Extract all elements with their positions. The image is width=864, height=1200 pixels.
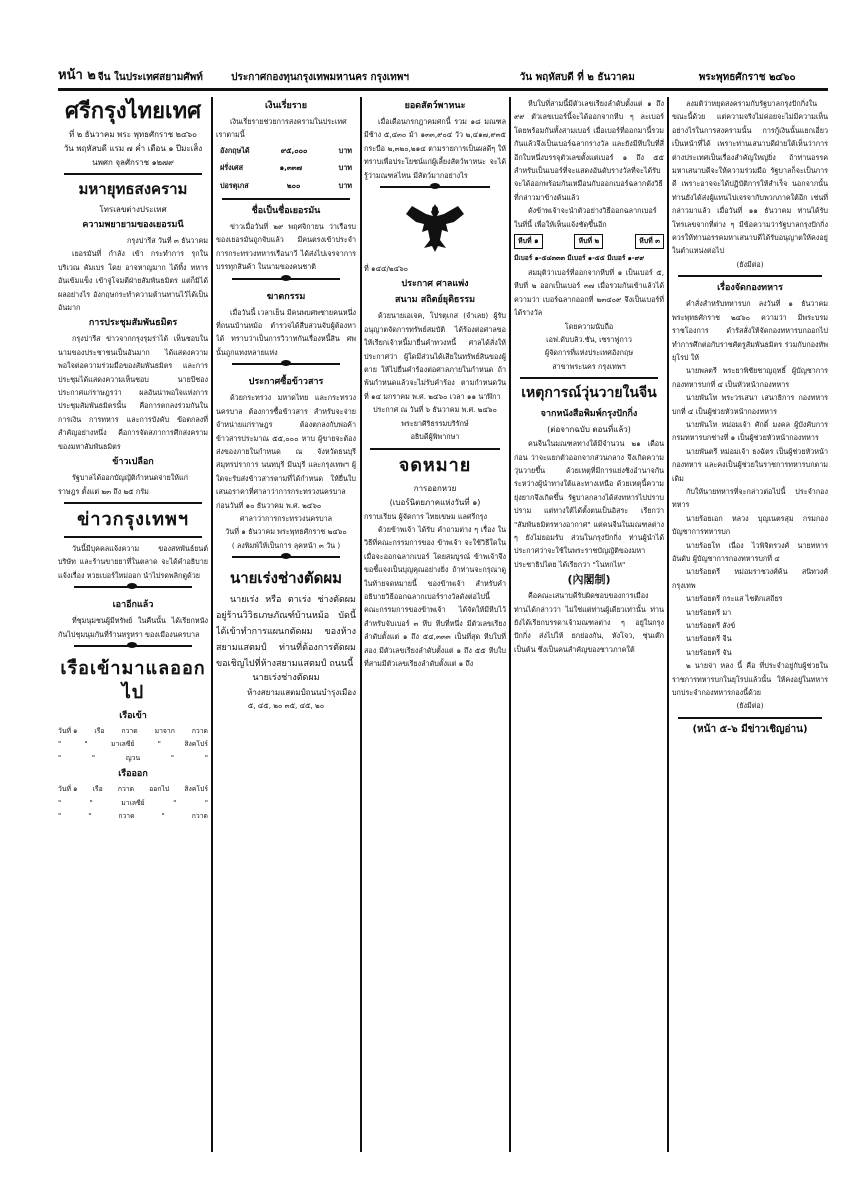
rice-heading: ข้าวเปลือก <box>112 457 154 468</box>
wed-heading: เอาอีกแล้ว <box>112 600 154 611</box>
issue-date: วัน พฤหัสบดี ที่ ๒ ธันวาคม <box>519 72 635 83</box>
divider <box>678 275 822 277</box>
example-text-2: สมมุติว่าเบอร์ที่ออกจากหีบที่ ๑ เป็นเบอร์ ๕, หีบที่ ๒ ออกเป็นเบอร์ ๓๗ เมื่อรวมกันเข้าแล้วได้ความว่า เบอร์ฉลากออกที่ ๒๓๔๐๙ จึงเป็นเบอร์ที่ได้รางวัล <box>514 267 664 318</box>
ship-row: วันที่ ๑ เรือ กวาด มาจาก กวาด <box>58 726 208 735</box>
murder-text: เมื่อวันนี้ เวลาเย็น มีคนพบศพชายคนหนึ่ง ที่ถนนบ้านหม้อ ตำรวจได้สืบสวนจับผู้ต้องหาได้ ทราบว่าเป็นการวิวาทกันเรื่องหนี้สิน ศพนั้นถูกแทงหลายแห่ง <box>216 307 356 357</box>
divider <box>222 198 350 200</box>
donation-row: อังกฤษได้ ๙๕,๐๐๐ บาท <box>220 145 352 155</box>
ships-in-heading: เรือเข้า <box>119 710 147 721</box>
issue-info-line: นพศก จุลศักราช ๑๒๗๙ <box>92 158 174 167</box>
issue-year: พระพุทธศักราช ๒๔๖๐ <box>698 72 796 83</box>
column-1 <box>58 97 208 1157</box>
city-label: กรุงเทพฯ <box>370 72 409 83</box>
lottery-boxes <box>514 234 664 249</box>
meeting-text: กรุงปารีส ข่าวจากกรุงรุมร่าได้ เห็นชอบในนามของประชาชนเป็นอันมาก ได้แสดงความพอใจต่อความร่วมมือของสัมพันธมิตร และการประชุมได้แสดงความเห็นชอบ นายบีชอง ประกาศแก่ราษฎรว่า ผลอันน่าพอใจแห่งการประชุมสัมพันธมิตรนั้น คือการตกลงร่วมกันในการเงิน การทหาร และการบังคับ ข้อตกลงที่สำคัญอย่างหนึ่ง คือการจัดสภาการศึกสงครามของมหาสัมพันธมิตร <box>58 334 208 451</box>
ship-row: " " กวาด " กวาด <box>58 811 208 820</box>
war-subheading: โทรเลขต่างประเทศ <box>99 205 167 214</box>
china-headline: เหตุการณ์วุ่นวายในจีน <box>521 385 657 402</box>
barber-phone: ๕, ๔๕, ๒๐ ๓๕, ๔๕, ๒๐ <box>247 700 325 710</box>
ship-row: วันที่ ๑ เรือ กวาด ออกไป สิงคโปร์ <box>58 785 208 794</box>
vehicle-heading: ยอดสัตว์พาหนะ <box>404 101 466 111</box>
divider <box>370 448 500 450</box>
vehicle-text: เมื่อเดือนกรกฎาคมศกนี้ รวม ๑๘ มณฑล มีช้าง ๕,๔๓๐ ม้า ๑๓๓,๙๐๔ วัว ๒,๔๑๗,๙๓๕ กระบือ ๒,๓๒๐,๒๑๔ ตามรายการเป็นผลดีๆ ให้ทราบเพื่อประโยชน์แก่ผู้เลี้ยงสัตว์พาหนะ จะได้รู้ว่ามณฑลไหน มีสัตว์มากอย่างไร <box>364 117 506 180</box>
divider <box>64 502 202 504</box>
barber-text: นายเร่ง หรือ ตาเร่ง ช่างตัดผม อยู่ร้านวิวิธเภษภัณฑ์บ้านหม้อ บัดนี้ได้เข้าทำการแผนกตัดผม ของห้างสยามแสตมป์ ท่านที่ต้องการตัดผม ขอเชิญไปที่ห้างสยามแสตมป์ ถนนนี้ <box>216 595 356 670</box>
order-text-2: ๒ นายจ่า หลง นี้ คือ ที่ประจำอยู่กับผู้ช่วยในราชการทหารบกในยุโรปแล้วนั้น ให้คงอยู่ในทหารบกประจำกองทหารกองนี้ด้วย <box>672 661 828 698</box>
ship-row: " " มาเลซีย์ " " <box>58 798 208 807</box>
china-subheading: จากหนังสือพิมพ์กรุงปักกิ่ง <box>540 409 638 420</box>
china-text: คนจีนในมณฑลทางใต้มีจำนวน ๒๑ เดือนก่อน ว่าจะแยกตัวออกจากส่วนกลาง จึงเกิดความวุ่นวายขึ้น ด้วยเหตุที่มีการแย่งชิงอำนาจกันระหว่างผู้นำทางใต้และทางเหนือ ด้วยเหตุนี้ความยุ่งยากจึงเกิดขึ้น รัฐบาลกลางได้ส่งทหารไปปราบปราม แต่ทางใต้ได้ตั้งตนเป็นอิสระ เรียกว่า "สัมพันธมิตรทางอากาศ" แต่คนจีนในมณฑลต่าง ๆ ยังไม่ยอมรับ ส่วนในกรุงปักกิ่ง ท่านผู้นำได้ประกาศว่าจะใช้ในพระราชบัญญัติของมหาประชาธิปไตย ได้เรียกว่า "โนหกไห" <box>514 439 664 569</box>
publisher-line: ประกาศกองทุนกรุงเทพมหานคร <box>231 72 368 83</box>
rice-purchase-heading: ประกาศซื้อข้าวสาร <box>248 377 324 388</box>
china-continued-text: ลงมติว่าหยุดสงครามกับรัฐบาลกรุงปักกิ่งในขณะนี้ด้วย แต่ความจริงไม่ค่อยจะไม่มีความเห็นอย่างไรในการสงครามนั้น การกู้เงินนั้นแยกเอี่ยวเป็นหน้าที่ได้ เพราะท่านเสนาบดีฝ่ายใต้เห็นว่าการต่างประเทศเป็นเรื่องสำคัญใหญ่ยิ่ง ถ้าท่านอรรคมหาเสนาบดีจะให้ความร่วมมือ รัฐบาลก็จะเป็นการดี เพราะอาจจะได้ปฏิบัติการให้สำเร็จ นอกจากนั้นท่านยังได้ส่งผู้แทนไปเจรจากับพวกภาคใต้อีก เช่นที่กล่าวมาแล้ว เมื่อวันที่ ๑๑ ธันวาคม ท่านได้รับโทรเลขจากที่ต่าง ๆ มีข้อความว่ารัฐบาลกรุงปักกิ่งควรให้ท่านอรรคมหาเสนาบดีได้รับอนุญาตให้คงอยู่ในตำแหน่งต่อไป <box>672 99 828 256</box>
donations-heading: เงินเรี่ยราย <box>265 101 307 111</box>
officer-entry: นายพันโท หม่อมเจ้า ศักดิ์ มงคล ผู้บังคับการกรมทหารบกช่างที่ ๑ เป็นผู้ช่วยหัวหน้ากองทหาร <box>672 419 828 443</box>
ship-row: " " มาเลซีย์ " สิงคโปร์ <box>58 740 208 749</box>
officer-entry: นายร้อยตรี สังข์ <box>686 621 736 631</box>
officer-entry: นายพันตรี หม่อมเจ้า ธงฉัตร เป็นผู้ช่วยหัวหน้ากองทหาร และคงเป็นผู้ช่วยในราชการทหารบกตามเดิม <box>672 446 828 483</box>
column-5 <box>672 97 828 1157</box>
divider <box>520 377 658 379</box>
column-divider <box>360 97 362 1152</box>
to-be-continued: (ยังมีต่อ) <box>736 701 764 711</box>
war-article-text: เยอรมันที่ กำลัง เข้า กระทำการ รุกในบริเวณ คัมเบร โดย อาจหาญมาก ได้ทิ้ง ทหาร อันเข้มแข็ง เข้าจู่โจมตีฝ่ายสัมพันธมิตร แต่ก็มิได้ผลอย่างไร อังกฤษกระทำความต้านทานไว้ได้เป็นอันมาก <box>58 249 208 313</box>
rice-text: รัฐบาลได้ออกบัญญัติกำหนดจ่ายให้แก่ราษฎร ตั้งแต่ ๒๓ ถึง ๒๕ กรัม <box>58 473 188 496</box>
officer-entry: นายพลตรี พระยาพิชัยชาญฤทธิ์ ผู้บัญชาการกองทหารบกที่ ๔ เป็นหัวหน้ากองทหาร <box>672 366 828 389</box>
rice-purchase-date: วันที่ ๑ ธันวาคม พระพุทธศักราช ๒๔๖๐ <box>225 527 347 537</box>
example-text: ดังข้าพเจ้าจะนำตัวอย่างวิธีออกฉลากเบอร์ในที่นี้ เพื่อให้เห็นแจ้งชัดขึ้นอีก <box>514 206 657 229</box>
barber-signature: นายเร่งช่างตัดผม <box>252 673 320 684</box>
rice-purchase-note: ( ลงพิมพ์ให้เป็นการ ลุคหน้า ๓ วัน ) <box>231 540 341 550</box>
box-numbers: มีเบอร์ ๑-๕๔๓๓๓ มีเบอร์ ๑-๕๕ มีเบอร์ ๑-๙๙ <box>514 254 645 263</box>
lottery-text: หีบใบที่สามนี้มีตัวเลขเรียงลำดับตั้งแต่ ๑ ถึง ๙๙ ตัวเลขเบอร์นี้จะได้ออกจากหีบ ๆ ละเบอร์ โดยพร้อมกันทั้งสามเบอร์ เมื่อเบอร์ที่ออกมานี้รวมกันแล้วจึงเป็นเบอร์ฉลากรางวัล และยังมีหีบใบที่สี่อีกใบหนึ่งบรรจุตัวเลขตั้งแต่เบอร์ ๑ ถึง ๕๕ สำหรับเป็นเบอร์ที่จะแสดงอันดับรางวัลที่จะได้รับ จะได้ออกพร้อมกันเหมือนกับออกเบอร์ฉลากดังวิธีที่กล่าวมาข้างต้นแล้ว <box>514 99 664 202</box>
garuda-emblem-icon <box>400 200 470 256</box>
notice-subheading: สนาม สถิตย์ยุติธรรม <box>394 295 476 306</box>
letter-subheading: การออกหวย <box>413 483 457 493</box>
donation-row: ฝรั่งเศส ๑,๓๓๗ บาท <box>220 163 352 173</box>
ships-out-heading: เรือออก <box>118 769 148 780</box>
barber-shop: ห้างสยามแสตมป์ถนนบำรุงเมือง <box>247 687 356 697</box>
issue-info-line: วัน พฤหัสบดี แรม ๗ ค่ำ เดือน ๑ ปีมะเส็ง <box>63 144 203 153</box>
letter-text: ด้วยข้าพเจ้า ได้รับ คำถามต่าง ๆ เรื่อง ในวิธีที่คณะกรรมการของ ข้าพเจ้า จะใช้วิธีใดในเมื่อจะออกฉลากเบอร์ โดยสมบูรณ์ ข้าพเจ้าจึงขอชี้แจงเป็นบุญคุณอย่างยิ่ง ถ้าท่านจะกรุณาดูในท้ายจดหมายนี้ ของข้าพเจ้า สำหรับคำอธิบายวิธีออกฉลากเบอร์รางวัลดังต่อไปนี้ คณะกรรมการของข้าพเจ้า ได้จัดให้มีหีบไว้สำหรับจับเบอร์ ๓ หีบ หีบที่หนึ่ง มีตัวเลขเรียงลำดับตั้งแต่ ๑ ถึง ๕๔,๓๓๓ เป็นที่สุด หีบใบที่สอง มีตัวเลขเรียงลำดับตั้งแต่ ๑ ถึง ๕๕ หีบใบที่สามมีตัวเลขเรียงลำดับตั้งแต่ ๑ ถึง <box>364 524 506 668</box>
meeting-heading: การประชุมสัมพันธมิตร <box>88 318 178 329</box>
letter-sign-by: โดยความนับถือ <box>564 321 614 331</box>
notice-number: ที่ ๑๔๔/๒๔๖๐ <box>364 264 409 274</box>
notice-heading: ประกาศ ศาลแพ่ง <box>401 279 469 290</box>
war-dateline: กรุงปารีส วันที่ ๓ ธันวาคม <box>127 236 208 245</box>
column-2 <box>216 97 356 1157</box>
china-chinese-term: (內閣制) <box>567 573 611 587</box>
masthead-rule <box>58 88 828 91</box>
bangkok-news-text: วันนี้มีบุคคลแจ้งความ ของสหพันธ์ยนต์ บริษัท และร้านขายยาที่ในตลาด จะได้คำอธิบายแจ้งเรื่อง หวยเบอร์ใหม่ออก นำไปรดพลิกดูด้วย <box>58 543 208 580</box>
spy-text: ข่าวเมื่อวันที่ ๒๙ พฤศจิกายน ว่าเรือรบของเยอรมันถูกจับแล้ว มีคนตรงเข้าประจำการกระทรวงทหารเรือนาวี ได้ส่งไปเจรจาการบรรทุกสินค้า ในนามของคนชาติ <box>216 222 356 272</box>
officer-entry: นายร้อยโท เนื่อง ไวพิจิตรวงศ์ นายทหารอันดับ ผู้บัญชาการกองทหารบกที่ ๔ <box>672 540 828 563</box>
ornament-divider <box>74 645 192 653</box>
letter-subheading-2: (เบอร์นิตยภาคแห่งวันที่ ๑) <box>389 497 481 507</box>
ornament-divider <box>232 556 340 564</box>
column-3 <box>364 97 506 1157</box>
footer-note: (หน้า ๕-๖ มีข่าวเชิญอ่าน) <box>692 723 808 735</box>
officer-entry: นายร้อยตรี กระแส ไชติกเสถียร <box>686 594 783 604</box>
lottery-box-2: หีบที่ ๒ <box>574 234 603 249</box>
lottery-box-3: หีบที่ ๓ <box>635 234 664 249</box>
donation-row: ปอรตุเกส ๒๐๐ บาท <box>220 180 352 190</box>
spy-heading: ชื่อเป็นชื่อเยอรมัน <box>251 206 321 217</box>
column-divider <box>667 97 669 1152</box>
barber-heading: นายเร่งช่างตัดผม <box>229 569 343 588</box>
notice-sign-date: ประกาศ ณ วันที่ ๖ ธันวาคม พ.ศ. ๒๔๖๐ <box>373 405 497 415</box>
ornament-divider <box>380 186 490 194</box>
officer-entry: นายร้อยตรี หม่อมราชวงศ์ค้น สนิทวงศ์ กรุงเทพ <box>672 567 828 590</box>
rice-purchase-signature: ศาลาว่าการกระทรวงนครบาล <box>239 513 333 523</box>
order-text: กับให้นายทหารที่จะกล่าวต่อไปนี้ ประจำกองทหาร <box>672 486 828 510</box>
officer-entry: นายร้อยตรี จัน <box>686 647 732 657</box>
ornament-divider <box>232 363 340 371</box>
issue-info-line: ที่ ๒ ธันวาคม พระ พุทธศักราช ๒๔๖๐ <box>69 130 197 139</box>
letter-sign-org: ผู้จัดการที่แห่งประเทศอังกฤษ <box>544 348 634 358</box>
donations-intro: เงินเรี่ยรายช่วยการสงครามในประเทศเราตามนี้ <box>216 117 347 140</box>
column-divider <box>509 97 511 1152</box>
ship-row: " " ญวน " " <box>58 753 208 762</box>
ornament-divider <box>232 278 340 286</box>
to-be-continued: (ยังมีต่อ) <box>736 259 764 269</box>
letter-heading: จดหมาย <box>398 454 472 476</box>
rice-purchase-text: ด้วยกระทรวง มหาดไทย และกระทรวงนครบาล ต้องการซื้อข้าวสาร สำหรับจะจ่ายจำหน่ายแก่ราษฎร ต้องตกลงกับพ่อค้า ข้าวสารประมาณ ๕๕,๐๐๐ หาบ ผู้ขายจะต้องส่งของภายในกำหนด ณ จังหวัดธนบุรี สมุทรปราการ นนทบุรี มีนบุรี และกรุงเทพฯ ผู้ใดจะรับส่งข้าวสารตามที่ได้กำหนด ให้ยื่นใบเสนอราคาที่ศาลาว่าการกระทรวงนครบาล ก่อนวันที่ ๑๐ ธันวาคม พ.ศ. ๒๔๖๐ <box>216 393 356 510</box>
letter-sign-name: เอฟ.ดับบลิว.ซัน, เซราฟูกาว <box>546 334 632 344</box>
notice-judge: อธิบดีผู้พิพากษา <box>410 432 460 442</box>
column-4 <box>514 97 664 1157</box>
china-text-2: คือคณะเสนาบดีรับผิดชอบของการเมือง ท่านได้กล่าวว่า ไม่ใช่แต่ท่านผู้เดียวเท่านั้น ท่านยังได้เรียกบรรดาเจ้ามณฑลต่าง ๆ อยู่ในกรุงปักกิ่ง ส่งไปให้ ยกย่องกัน, หังโจว, ซุ่นเต๊ก เป็นต้น ซึ่งเป็นคนสำคัญของชาวภาคใต้ <box>514 591 664 654</box>
notice-text: ด้วยนายเอเจค, โปรตุเกส (จำเลย) ผู้รับอนุญาตจัดการทรัพย์สมบัติ ได้ร้องต่อศาลขอให้เรียกเจ้าหนี้มายื่นคำทวงหนี้ ศาลได้สั่งให้ประกาศว่า ผู้ใดมีส่วนได้เสียในทรัพย์สินของผู้ตาย ให้ไปยื่นคำร้องต่อศาลภายในกำหนด ถ้าพ้นกำหนดแล้วจะไม่รับคำร้อง ตามกำหนดวันที่ ๑๔ มกราคม พ.ศ. ๒๔๖๐ เวลา ๑๑ นาฬิกา <box>364 311 506 401</box>
wed-text: ที่ชุมนุมชนผู้มีทรัพย์ ในคืนนั้น ได้เรียกหนังกันไปชุมนุมกันที่ร้านหรูหรา ของเมืองนครบาล <box>58 616 208 639</box>
masthead-bar <box>58 55 828 85</box>
officer-entry: นายร้อยตรี มา <box>686 607 732 617</box>
murder-heading: ฆาตกรรม <box>266 291 306 302</box>
column-divider <box>211 97 213 1152</box>
letter-sign-addr: สาขาพระนคร กรุงเทพฯ <box>552 361 626 371</box>
divider <box>64 173 202 175</box>
military-heading: เรื่องจัดกองทหาร <box>717 283 783 294</box>
officer-entry: นายพันโท พระวรเสนา เสนาธิการ กองทหารบกที่ ๔ เป็นผู้ช่วยหัวหน้ากองทหาร <box>672 393 828 416</box>
china-subheading-2: (ต่อจากฉบับ ตอนที่แล้ว) <box>547 425 631 435</box>
divider <box>678 717 822 719</box>
lottery-box-1: หีบที่ ๑ <box>514 234 543 249</box>
newspaper-logo: ศรีกรุงไทยเทศ <box>64 99 202 124</box>
ships-heading: เรือเข้ามาแลออกไป <box>60 657 206 703</box>
notice-court: พระยาศิริธรรมบริรักษ์ <box>401 418 469 428</box>
ornament-divider <box>74 586 192 594</box>
bangkok-news-heading: ข่าวกรุงเทพฯ <box>77 508 189 530</box>
war-headline: มหายุทธสงคราม <box>78 180 188 198</box>
war-article-heading: ความพยายามของเยอรมนี <box>82 220 184 230</box>
letter-salutation: กราบเรียน ผู้จัดการ ไทยเขษม แลศรีกรุง <box>364 511 488 521</box>
newspaper-page <box>58 55 828 1160</box>
officer-entry: นายร้อยตรี จีน <box>686 634 732 644</box>
section-note: จีน ในประเทศสยามศัพท์ <box>97 72 203 83</box>
officer-entry: นายร้อยเอก หลวง บุญเนตรสุม กรมกองบัญชาการทหารบก <box>672 513 828 537</box>
divider <box>64 536 202 538</box>
page-label: หน้า ๒ <box>58 68 96 83</box>
military-text: คำสั่งสำหรับทหารบก ลงวันที่ ๑ ธันวาคม พระพุทธศักราช ๒๔๖๐ ความว่า มีพระบรมราชโองการ ดำรัสสั่งให้จัดกองทหารบกออกไปทำการศึกต่อกับราชศัตรูสัมพันธมิตร ร่วมกับกองทัพยุโรป ให้ <box>672 299 828 362</box>
